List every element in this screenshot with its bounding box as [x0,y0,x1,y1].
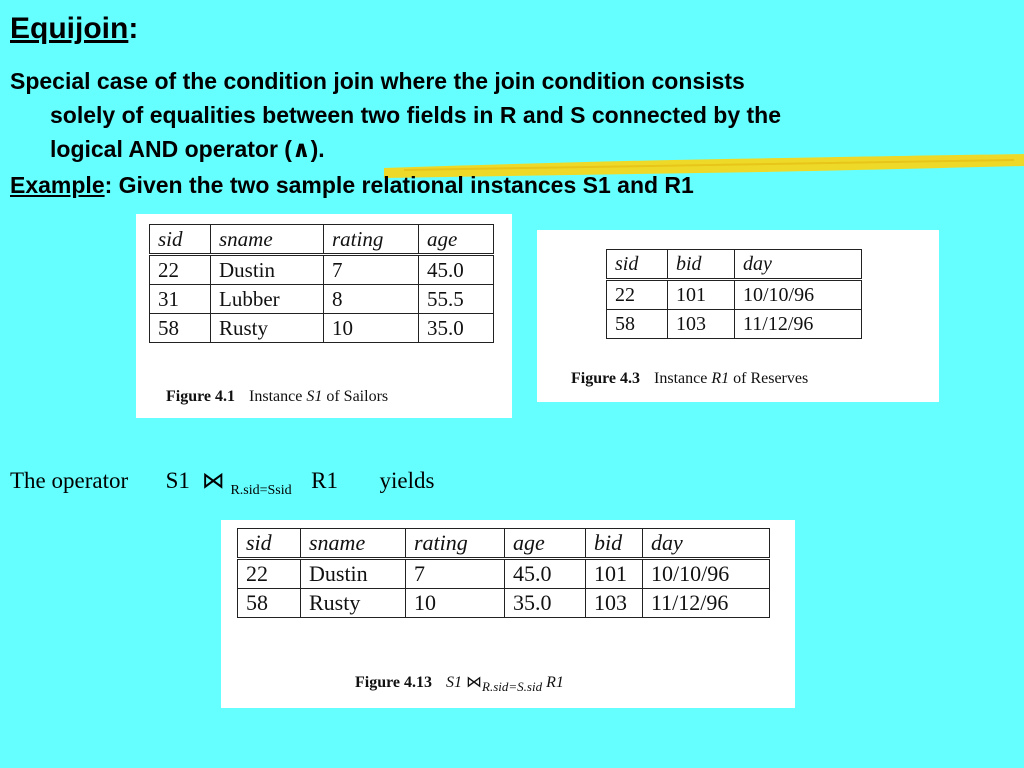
table-header-row [238,529,770,559]
caption-var: S1 [306,388,323,405]
table-cell: Dustin [211,255,324,285]
title-colon: : [128,12,139,45]
table-cell: 55.5 [419,285,494,314]
operator-line [10,468,434,499]
caption-text: Instance [249,388,307,405]
table-cell: 58 [607,310,668,339]
table-cell: 22 [607,280,668,310]
example-text: : Given the two sample relational instances S1 and R1 [104,172,694,198]
caption-left-relation: S1 [446,674,463,691]
header-cell: day [643,529,770,559]
table-cell: 101 [668,280,735,310]
header-cell: bid [586,529,643,559]
table-cell: Rusty [301,589,406,618]
table-cell: 22 [238,559,301,589]
figure-r1-reserves [537,230,939,402]
example-line [10,172,694,199]
table-cell: 10/10/96 [735,280,862,310]
figure-s1-sailors [136,214,512,418]
caption-label: Figure 4.3 [571,370,641,387]
caption-text: of Sailors [322,388,389,405]
definition-text [10,64,1010,166]
table-header-row [607,250,862,280]
reserves-table [606,249,862,339]
header-cell: age [419,225,494,255]
operator-prefix: The operator [10,468,129,493]
header-cell: sname [301,529,406,559]
figure-caption [355,672,564,695]
table-cell: Lubber [211,285,324,314]
figure-caption [166,388,388,406]
header-cell: rating [324,225,419,255]
table-cell: 22 [150,255,211,285]
definition-line-3: logical AND operator (∧). [50,136,325,162]
definition-line-1: Special case of the condition join where the join condition consists [10,68,745,94]
table-cell: 11/12/96 [643,589,770,618]
table-cell: 10 [406,589,505,618]
caption-label: Figure 4.13 [355,674,433,691]
table-cell: 103 [586,589,643,618]
caption-var: R1 [711,370,730,387]
join-symbol-icon: ⋈ [201,468,225,493]
table-row [150,314,494,343]
header-cell: sid [238,529,301,559]
caption-text: of Reserves [729,370,809,387]
table-cell: 7 [324,255,419,285]
table-cell: 10/10/96 [643,559,770,589]
table-row [238,589,770,618]
table-row [150,285,494,314]
table-cell: 8 [324,285,419,314]
join-symbol-icon: ⋈ [466,674,483,691]
figure-join-result [221,520,795,708]
caption-right-relation: R1 [546,674,564,691]
title-word: Equijoin [10,12,129,45]
table-header-row [150,225,494,255]
table-cell: 10 [324,314,419,343]
table-row [607,310,862,339]
header-cell: age [505,529,586,559]
result-table [237,528,770,618]
caption-label: Figure 4.1 [166,388,236,405]
figure-caption [571,370,808,388]
caption-text: Instance [654,370,712,387]
header-cell: sid [607,250,668,280]
header-cell: sname [211,225,324,255]
header-cell: rating [406,529,505,559]
header-cell: bid [668,250,735,280]
table-cell: 35.0 [505,589,586,618]
table-cell: 101 [586,559,643,589]
table-cell: 58 [150,314,211,343]
operator-suffix: yields [379,468,435,493]
slide-title [10,12,138,46]
table-row [238,559,770,589]
table-cell: 45.0 [419,255,494,285]
join-condition: R.sid=Ssid [230,483,292,498]
example-label: Example [10,172,105,198]
table-cell: 35.0 [419,314,494,343]
caption-condition: R.sid=S.sid [482,679,543,694]
operator-left-relation: S1 [165,468,190,493]
header-cell: sid [150,225,211,255]
table-cell: 45.0 [505,559,586,589]
table-row [607,280,862,310]
table-row [150,255,494,285]
table-cell: 11/12/96 [735,310,862,339]
definition-line-2: solely of equalities between two fields in R and S connected by the [50,102,782,128]
operator-right-relation: R1 [311,468,338,493]
header-cell: day [735,250,862,280]
sailors-table [149,224,494,343]
table-cell: Rusty [211,314,324,343]
table-cell: 31 [150,285,211,314]
table-cell: 7 [406,559,505,589]
table-cell: 58 [238,589,301,618]
table-cell: 103 [668,310,735,339]
table-cell: Dustin [301,559,406,589]
